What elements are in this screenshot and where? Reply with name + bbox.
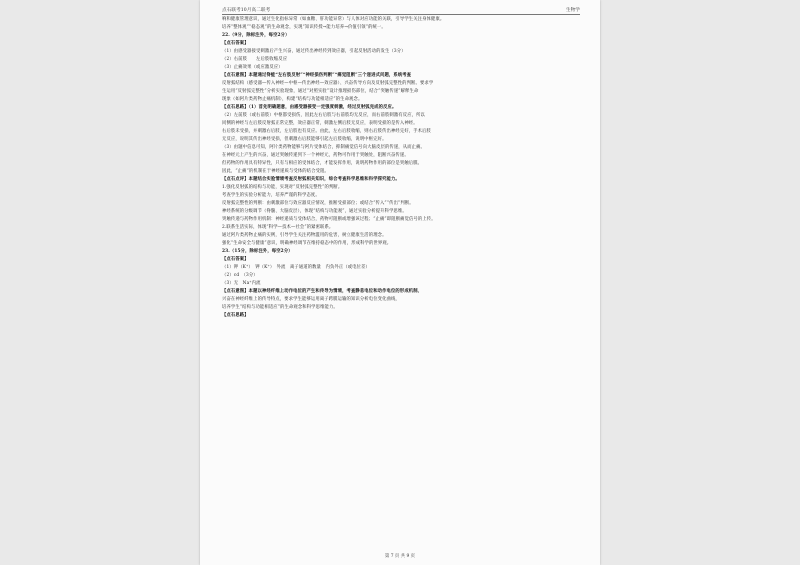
page-footer: 第 7 页 共 9 页 (384, 554, 416, 559)
page-header (222, 7, 580, 15)
text-line: 【点石意图】本题通过脊蛙“左右肢反射”“神经损伤判断”“痛觉阻断”三个递进式问题，系统考查 (222, 73, 412, 78)
text-line: 1.强化反射弧的结构与功能，实现对“反射弧完整性”的判断。 (222, 185, 343, 190)
header-right: 生物学 (565, 8, 580, 13)
text-line: （2）右前肢 左后肢收缩反应 (222, 57, 288, 62)
text-line: 考查学生的实验分析能力，培养严谨的科学态度。 (222, 193, 320, 198)
text-line: 无反应，说明其传出神经受损，但刺激右后肢能够引起左后肢收缩，说明中枢完好。 (222, 137, 387, 142)
text-line: 突触传递与药物作用机制：神经递质与受体结合，药物可阻断或增强该过程；“止痛”即阻断痛觉信号的上传。 (222, 217, 436, 222)
text-line: 2.联系生活实际，体现“科学—技术—社会”的紧密联系。 (222, 225, 334, 230)
text-line: 兴奋在神经纤维上的传导特点，要求学生能够运用离子跨膜运输的知识分析电位变化曲线， (222, 297, 400, 302)
text-line: 因此，“止痛”的机制在于神经递质与受体的结合受阻。 (222, 169, 329, 174)
text-line: 神经系统的分级调节（脊髓、大脑皮层），体现“结构与功能观”，通过实验分析提升科学思维。 (222, 209, 407, 214)
text-line: 【点石答案】 (222, 41, 249, 46)
text-line: 同侧的神经与左后肢反射弧正常完整，效应器正常，刺激左侧后肢无反应，表明受损的是传入神经。 (222, 121, 418, 126)
text-line: 培养“整体观”“稳态观”的生命观念，实现“知识传授→能力培养→价值引领”的统一。 (222, 25, 386, 30)
text-line: （3）止痛效果（或应激反应） (222, 65, 283, 70)
text-line: 【点石点评】本题结合实验情境考查反射弧相关知识，综合考查科学思维和科学探究能力。 (222, 177, 400, 182)
page-body (222, 16, 580, 547)
text-line: 右后肢未受损，并刺激右后肢，左后肢也有反应。由此，左右后肢收缩，则右后肢传出神经完好，手术后肢 (222, 129, 431, 134)
text-line: 反射弧完整性的判断：由刺激部位与效应器反应情况，推断受损部位；或结合“传入”“传出”判断。 (222, 201, 414, 206)
text-line: 23.（15分，除标注外，每空2分） (222, 249, 293, 254)
document-page (200, 0, 600, 565)
text-line: 生运用“反射弧完整性”分析实验现象，通过“对照实验”设计推理损伤部位，结合“突触传递”解释生命 (222, 89, 419, 94)
text-line: 反射弧结构（感受器—传入神经—中枢—传出神经—效应器）、兴奋传导方向及反射弧完整性的判断。要求学 (222, 81, 434, 86)
text-line: 通过阿片类药物止痛的实例，引导学生关注药物滥用的危害，树立健康生活的理念。 (222, 233, 387, 238)
text-line: 现象（如阿片类药物止痛机制），构建“结构与功能相适应”的生命观念。 (222, 97, 363, 102)
text-line: （3）无 Na⁺内流 (222, 281, 261, 286)
text-line: （3）由题中信息可知，阿片类药物能够与阿片受体结合，抑制痛觉信号向大脑皮层的传递，从而止痛。 (222, 145, 425, 150)
text-line: 培养学生“结构与功能相适应”的生命观念和科学思维能力。 (222, 305, 338, 310)
text-line: （1）由感受器接受刺激后产生兴奋，通过传出神经传到效应器，引起反射活动的发生（3分） (222, 49, 406, 54)
text-line: 响和健康管理意识，通过生化指标异常（如血糖、肝功能异常）与人体对应功能的关联，引导学生关注身体健康。 (222, 17, 445, 22)
text-line: 强化“生命安全与健康”意识，明确神经调节在维持稳态中的作用，形成科学的世界观。 (222, 241, 392, 246)
text-line: 在神经元上产生的兴奋，通过突触传递到下一个神经元，药物可作用于突触处，阻断兴奋传递。 (222, 153, 409, 158)
text-line: （2）左前肢（或右前肢）中枢都受损伤，因此左右后肢与右前肢均无反应，而右前肢刺激有反应，所以 (222, 113, 425, 118)
header-left: 点石联考10月高二联考 (222, 8, 271, 13)
text-line: （1）钾（K⁺） 钾（K⁺） 外流 离子通道的数量 内负外正（或电位差） (222, 265, 370, 270)
text-line: 【点石答案】 (222, 257, 249, 262)
text-line: 【点石意图】本题以神经纤维上动作电位的产生和传导为情境，考查静息电位和动作电位的形成机制、 (222, 289, 423, 294)
text-line: 【点石思路】 (222, 313, 249, 318)
text-line: （2）cd （3分） (222, 273, 258, 278)
text-line: 但药物的作用具有特异性，只有与相应的受体结合，才能发挥作用，说明药物作用的部位是突触后膜。 (222, 161, 423, 166)
text-line: 【点石思路】（1）首先明确题意，由感受器接受一定强度刺激，经过反射弧完成的反应。 (222, 105, 397, 110)
text-line: 22.（9分，除标注外，每空2分） (222, 33, 290, 38)
